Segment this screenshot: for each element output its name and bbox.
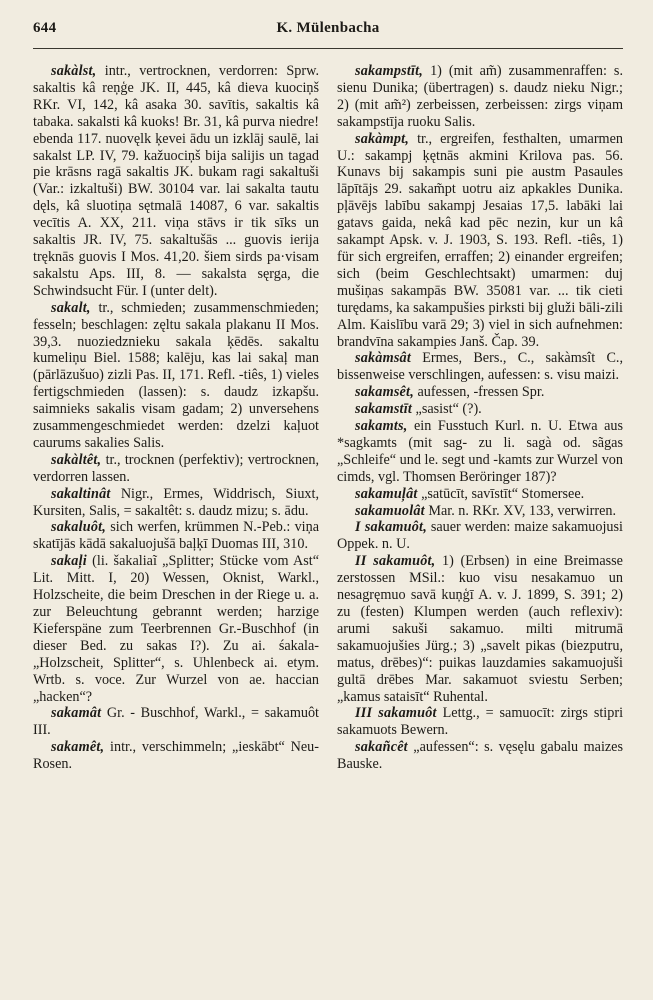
page-number: 644	[33, 20, 57, 36]
headword: III sakamuôt	[355, 705, 437, 722]
entry	[337, 519, 623, 553]
entry-text: intr., verschimmeln; „ieskābt“ Neu-Rosen.	[33, 739, 319, 773]
entry	[337, 63, 623, 131]
entry	[33, 705, 319, 739]
headword: sakàmpt,	[355, 130, 410, 147]
entry	[337, 350, 623, 384]
headword: sakàltêt,	[51, 451, 102, 468]
entry-text: sich werfen, krümmen N.-Peb.: viņa skatījās kādā sakaluojušā baļķī Duomas III, 310.	[33, 519, 319, 553]
entry-text: 1) (Erbsen) in eine Breimasse zerstossen MSil.: kuo visu nesakamuo un nesagręmuo savā kuņģī A. v. J. 1899, S. 391; 2) zu (festen) Klumpen werden (auch reflexiv): arumi sakuši sakamuo. milti mitrumā sakamuojušies Jürg.; 3) „savelt pikas (biezputru, matus, drēbes)“: puikas lauzdamies sakamuojuši gultā drēbes Mar. sakamuot sviestu Serben; „kamus sataisīt“ Ruhental.	[337, 553, 623, 705]
header-rule	[33, 48, 623, 49]
headword: sakamsêt,	[355, 384, 414, 401]
headword: sakamêt,	[51, 739, 105, 756]
entry	[337, 384, 623, 401]
entry-text: Nigr., Ermes, Widdrisch, Siuxt, Kursiten, Salis, = sakaltêt: s. daudz mizu; s. ādu.	[33, 485, 319, 519]
entry-text: tr., trocknen (perfektiv); vertrocknen, verdorren lassen.	[33, 451, 319, 485]
entry	[33, 300, 319, 452]
entry-text: Gr. - Buschhof, Warkl., = sakamuôt III.	[33, 705, 319, 739]
headword: sakamstīt	[355, 401, 412, 418]
entry-text: ein Fusstuch Kurl. n. U. Etwa aus *sagkamts (mit sag- zu li. sagà od. sãgas „Schleife“ und le. segt und -kamts zur Wurzel von cimds, vgl. Thomsen Beröringer 187)?	[337, 418, 623, 485]
headword: sakaluôt,	[51, 519, 107, 536]
entry	[337, 401, 623, 418]
entry-text: „aufessen“: s. vęsęlu gabalu maizes Bauske.	[337, 739, 623, 773]
entry	[33, 553, 319, 705]
entry	[33, 486, 319, 520]
entry	[337, 418, 623, 486]
entry	[337, 553, 623, 705]
headword: II sakamuôt,	[355, 553, 436, 570]
headword: sakamât	[51, 705, 102, 722]
page-header	[33, 18, 623, 42]
entry-text: 1) (mit am̃) zusammenraffen: s. sienu Dunika; (übertragen) s. daudz nieku Nigr.; 2) (mit am̃²) zerbeissen, zerbeissen: zirgs viņam sakampstīja ruoku Salis.	[337, 63, 623, 130]
entry-text: aufessen, -fressen Spr.	[413, 384, 545, 401]
headword: sakalt,	[51, 299, 91, 316]
right-column	[337, 63, 623, 773]
entry	[33, 519, 319, 553]
entry-text: „satūcīt, savīstīt“ Stomersee.	[417, 485, 585, 502]
headword: sakañcêt	[355, 739, 408, 756]
headword: sakamts,	[355, 418, 408, 435]
headword: sakaļi	[51, 553, 87, 570]
entry	[337, 131, 623, 351]
headword: sakamuļât	[355, 485, 418, 502]
entry-text: sauer werden: maize sakamuojusi Oppek. n. U.	[337, 519, 623, 553]
entry-text: Mar. n. RKr. XV, 133, verwirren.	[424, 502, 617, 519]
entry-text: Ermes, Bers., C., sakàmsît C., bissenweise verschlingen, aufessen: s. visu maizi.	[337, 350, 623, 384]
entry	[337, 503, 623, 520]
left-column	[33, 63, 319, 773]
headword: sakampstīt,	[355, 63, 424, 79]
headword: sakamuolât	[355, 502, 425, 519]
entry	[33, 452, 319, 486]
entry	[337, 739, 623, 773]
entry	[33, 739, 319, 773]
headword: sakàmsât	[355, 350, 411, 367]
headword: I sakamuôt,	[355, 519, 427, 536]
entry	[337, 486, 623, 503]
entry-text: (li. šakaliaĩ „Splitter; Stücke vom Ast“ Lit. Mitt. I, 20) Wessen, Oknist, Warkl., Holzscheite, die beim Dreschen in der Riege u. a. zur Beleuchtung gebrannt werden; harzige Kieferspäne zum Teerbrennen Gr.-Buschhof (in dieser Bed. zu sakas I?). Zu ai. śakala- „Holzscheit, Splitter“, s. Uhlenbeck ai. etym. Wrtb. s. voce. Zur Wurzel von ae. haccian „hacken“?	[33, 553, 319, 705]
running-head-author: K. Mülenbacha	[276, 20, 380, 36]
entry-text: „sasist“ (?).	[411, 401, 482, 418]
entry-text: tr., ergreifen, festhalten, umarmen U.: sakampj ķętnās akmini Krilova pas. 56. Kunavs bij sakampis suni pie austm Pasaules lāpītājs 29. sakam̃pt uotru aiz apkakles Dunika. pļāvējs labību sakampj Jesaias 17,5. labāki lai gatavs gaida, nekâ kad pēc nezin, kur un kâ sakampt Apsk. v. J. 1903, S. 193. Refl. -tiês, 1) für sich ergreifen, erraffen; 2) einander ergreifen; sich (beim Geschlechtsakt) umarmen: duj mušiņas sakampās BW. 35081 var. ... tik cieti turędams, ka sakampušies pirksti bij gluži bāli-zili Alm. Kaislību varā 29; 3) viel in sich aufnehmen: brandvīna sakampies Janš. Čap. 39.	[337, 130, 623, 350]
entry	[33, 63, 319, 300]
entry-text: intr., vertrocknen, verdorren: Sprw. sakaltis kâ reņģe JK. II, 445, kâ dieva kuociņš RKr. VI, 142, kâ asaka 30. savītis, sakaltis kâ tabaka. sakalsti kâ kuoks! Br. 31, kâ purva niedre! ebenda 117. nuovęlk ķevei ādu un izklāj saulē, lai sakalst LP. IV, 79. kažuociņš bija salijis un tagad pie krāsns ragā sakaltis JK. bukam ragi sakaltuši (Var.: izkaltuši) BW. 30104 var. lai sakalta tautu dęls, kâ sluotiņa sętmalā 14087, 6 var. sakaltis vecītis A. XX, 211. viņa stāvs ir tik sīks un sakaltis JR. IV, 75. sakaltušās ... guovis ierija tręknās guovis I Mos. 41,20. šiem sirds pa·visam sakalstu Aps. III, 8. — sakalsta sęrga, die Schwindsucht Für. I (unter delt).	[33, 63, 319, 299]
headword: sakàlst,	[51, 63, 97, 79]
entry-text: Lettg., = samuocīt: zirgs stipri sakamuots Bewern.	[337, 705, 624, 739]
headword: sakaltinât	[51, 485, 111, 502]
entry-text: tr., schmieden; zusammenschmieden; fesseln; beschlagen: zęltu sakala plakanu II Mos. 39,3. nuoziedznieku sakala ķēdēs. sakaltu kumeliņu Biel. 1588; kalēju, kas lai sakaļ man (pārlāzušuo) zizli Pas. II, 171. Refl. -tiês, 1) vieles fertigschmieden (lassen): s. daudz izkapšu. saimnieks sakalis visam gadam; 2) unversehens zusammengeschmiedet werden: dzelzi kaļuot caurums sakalies Salis.	[33, 299, 319, 451]
entry	[337, 705, 623, 739]
text-columns	[33, 63, 623, 773]
